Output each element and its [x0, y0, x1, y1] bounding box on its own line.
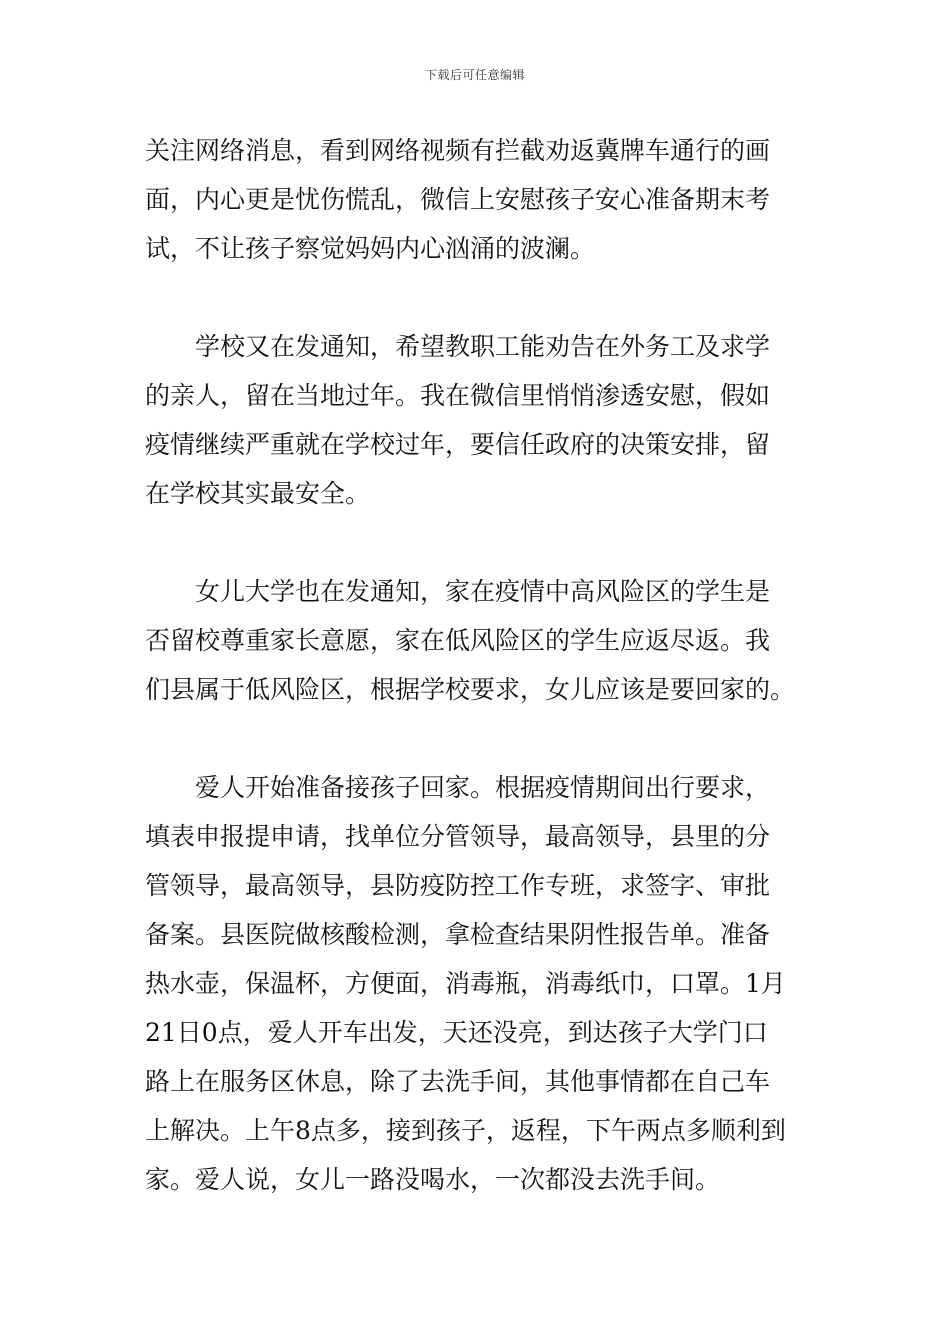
paragraph-line: 21日0点，爱人开车出发，天还没亮，到达孩子大学门口 — [145, 1018, 768, 1047]
paragraph-line: 填表申报提申请，找单位分管领导，最高领导，县里的分 — [145, 822, 771, 851]
paragraph-line: 关注网络消息，看到网络视频有拦截劝返冀牌车通行的画 — [145, 136, 771, 165]
paragraph-line: 疫情继续严重就在学校过年，要信任政府的决策安排，留 — [145, 430, 771, 459]
paragraph-line: 在学校其实最安全。 — [145, 479, 371, 508]
paragraph-line: 们县属于低风险区，根据学校要求，女儿应该是要回家的。 — [145, 675, 796, 704]
paragraph-1 — [145, 126, 810, 273]
paragraph-line: 女儿大学也在发通知，家在疫情中高风险区的学生是 — [195, 577, 771, 606]
paragraph-line: 试，不让孩子察觉妈妈内心汹涌的波澜。 — [145, 234, 596, 263]
paragraph-line: 面，内心更是忧伤慌乱，微信上安慰孩子安心准备期末考 — [145, 185, 771, 214]
paragraph-line: 热水壶，保温杯，方便面，消毒瓶，消毒纸巾，口罩。1月 — [145, 969, 786, 998]
paragraph-line: 路上在服务区休息，除了去洗手间，其他事情都在自己车 — [145, 1067, 771, 1096]
page-header: 下载后可任意编辑 — [424, 68, 525, 82]
paragraph-line: 管领导，最高领导，县防疫防控工作专班，求签字、审批 — [145, 871, 771, 900]
paragraph-2 — [145, 322, 810, 518]
paragraph-line: 上解决。上午8点多，接到孩子，返程，下午两点多顺利到 — [145, 1116, 786, 1145]
paragraph-line: 爱人开始准备接孩子回家。根据疫情期间出行要求， — [195, 773, 771, 802]
paragraph-line: 否留校尊重家长意愿，家在低风险区的学生应返尽返。我 — [145, 626, 771, 655]
paragraph-line: 备案。县医院做核酸检测，拿检查结果阴性报告单。准备 — [145, 920, 771, 949]
paragraph-gap — [145, 714, 810, 763]
paragraph-line: 家。爱人说，女儿一路没喝水，一次都没去洗手间。 — [145, 1165, 721, 1194]
document-body — [145, 126, 810, 1204]
paragraph-4 — [145, 763, 810, 1204]
paragraph-line: 学校又在发通知，希望教职工能劝告在外务工及求学 — [195, 332, 771, 361]
paragraph-gap — [145, 273, 810, 322]
paragraph-gap — [145, 518, 810, 567]
paragraph-3 — [145, 567, 810, 714]
paragraph-line: 的亲人，留在当地过年。我在微信里悄悄渗透安慰，假如 — [145, 381, 771, 410]
